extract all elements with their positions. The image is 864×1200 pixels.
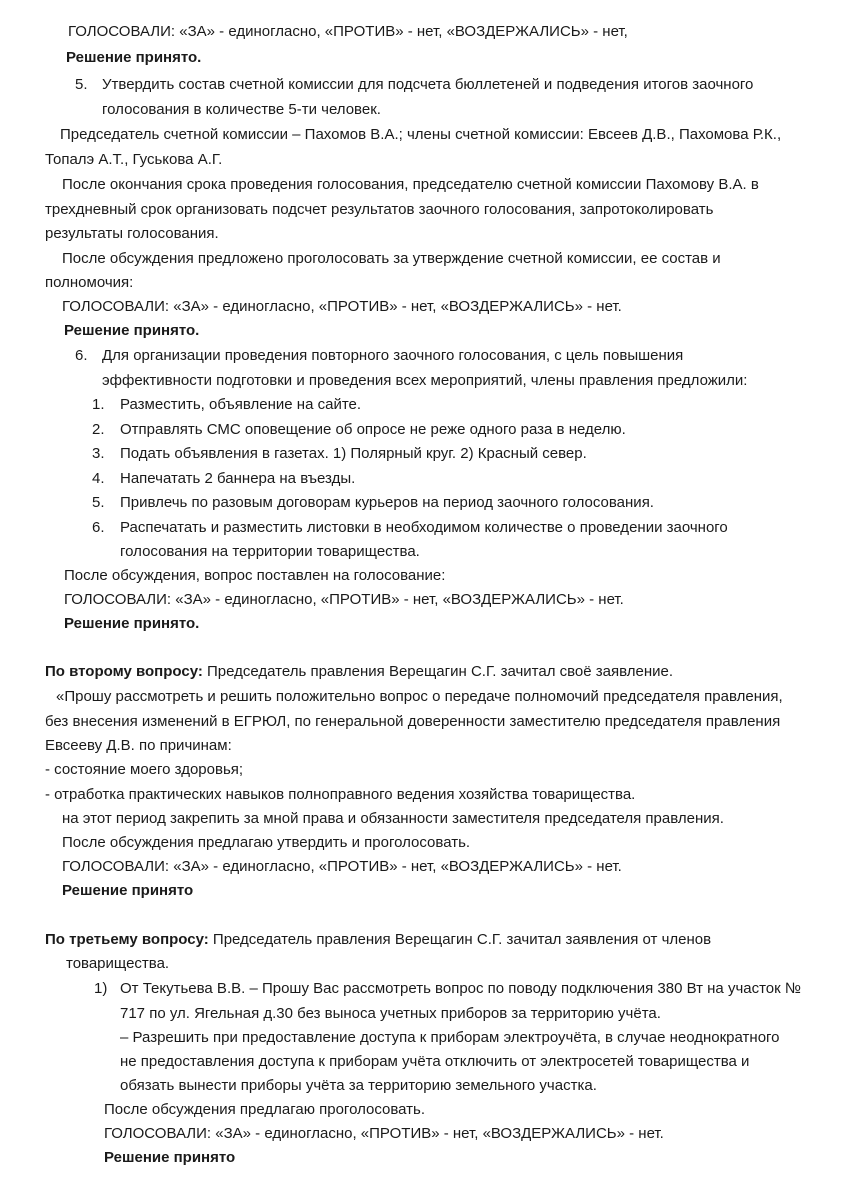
paragraph-line: После обсуждения предлагаю утвердить и проголосовать. bbox=[62, 834, 471, 851]
reason-line: - состояние моего здоровья; bbox=[45, 761, 244, 778]
quote-line: «Прошу рассмотреть и решить положительно вопрос о передаче полномочий председателя правления, bbox=[56, 688, 783, 705]
subitem-text: голосования на территории товарищества. bbox=[120, 543, 420, 560]
subitem-text: Привлечь по разовым договорам курьеров на период заочного голосования. bbox=[120, 494, 654, 511]
subitem-number: 1. bbox=[92, 396, 105, 413]
vote-line: ГОЛОСОВАЛИ: «ЗА» - единогласно, «ПРОТИВ» - нет, «ВОЗДЕРЖАЛИСЬ» - нет, bbox=[68, 23, 628, 40]
paragraph-line: Председатель счетной комиссии – Пахомов В.А.; члены счетной комиссии: Евсеев Д.В., Пахомова Р.К., bbox=[60, 126, 782, 143]
paragraph-line: После обсуждения предложено проголосовать за утверждение счетной комиссии, ее состав и bbox=[62, 250, 721, 267]
subitem-text: обязать вынести приборы учёта за территорию земельного участка. bbox=[120, 1077, 597, 1094]
paragraph-line: результаты голосования. bbox=[45, 225, 219, 242]
paragraph-line: После обсуждения, вопрос поставлен на голосование: bbox=[64, 567, 446, 584]
quote-line: Евсееву Д.В. по причинам: bbox=[45, 737, 232, 754]
question-intro: Председатель правления Верещагин С.Г. зачитал своё заявление. bbox=[202, 663, 674, 680]
decision-text: Решение принято. bbox=[64, 615, 200, 632]
item-text: эффективности подготовки и проведения всех мероприятий, члены правления предложили: bbox=[102, 372, 748, 389]
subitem-number: 6. bbox=[92, 519, 105, 536]
paragraph-line: полномочия: bbox=[45, 274, 134, 291]
question-heading: По третьему вопросу: bbox=[45, 931, 209, 948]
question-line bbox=[45, 930, 711, 950]
quote-line: на этот период закрепить за мной права и обязанности заместителя председателя правления. bbox=[62, 810, 724, 827]
subitem-text: От Текутьева В.В. – Прошу Вас рассмотреть вопрос по поводу подключения 380 Вт на участок № bbox=[120, 980, 801, 997]
decision-text: Решение принято bbox=[62, 882, 194, 899]
subitem-text: Напечатать 2 баннера на въезды. bbox=[120, 470, 356, 487]
subitem-text: – Разрешить при предоставление доступа к приборам электроучёта, в случае неоднократного bbox=[120, 1029, 780, 1046]
subitem-number: 4. bbox=[92, 470, 105, 487]
question-line: товарищества. bbox=[66, 955, 170, 972]
vote-line: ГОЛОСОВАЛИ: «ЗА» - единогласно, «ПРОТИВ» - нет, «ВОЗДЕРЖАЛИСЬ» - нет. bbox=[62, 858, 622, 875]
item-text: Для организации проведения повторного заочного голосования, с цель повышения bbox=[102, 347, 684, 364]
item-number: 6. bbox=[75, 347, 88, 364]
decision-text: Решение принято. bbox=[64, 322, 200, 339]
subitem-text: Отправлять СМС оповещение об опросе не реже одного раза в неделю. bbox=[120, 421, 626, 438]
question-line bbox=[45, 662, 673, 682]
item-number: 5. bbox=[75, 76, 88, 93]
vote-line: ГОЛОСОВАЛИ: «ЗА» - единогласно, «ПРОТИВ» - нет, «ВОЗДЕРЖАЛИСЬ» - нет. bbox=[104, 1125, 664, 1142]
quote-line: без внесения изменений в ЕГРЮЛ, по генеральной доверенности заместителю председателя правления bbox=[45, 713, 781, 730]
question-intro: Председатель правления Верещагин С.Г. зачитал заявления от членов bbox=[208, 931, 712, 948]
subitem-number: 3. bbox=[92, 445, 105, 462]
subitem-text: Подать объявления в газетах. 1) Полярный круг. 2) Красный север. bbox=[120, 445, 587, 462]
paragraph-line: После обсуждения предлагаю проголосовать. bbox=[104, 1101, 426, 1118]
decision-text: Решение принято bbox=[104, 1149, 236, 1166]
subitem-number: 1) bbox=[94, 980, 108, 997]
subitem-number: 2. bbox=[92, 421, 105, 438]
subitem-text: не предоставления доступа к приборам учёта отключить от электросетей товарищества и bbox=[120, 1053, 750, 1070]
item-text: Утвердить состав счетной комиссии для подсчета бюллетеней и подведения итогов заочного bbox=[102, 76, 754, 93]
vote-line: ГОЛОСОВАЛИ: «ЗА» - единогласно, «ПРОТИВ» - нет, «ВОЗДЕРЖАЛИСЬ» - нет. bbox=[64, 591, 624, 608]
subitem-text: Разместить, объявление на сайте. bbox=[120, 396, 362, 413]
item-text: голосования в количестве 5-ти человек. bbox=[102, 101, 381, 118]
subitem-number: 5. bbox=[92, 494, 105, 511]
reason-line: - отработка практических навыков полноправного ведения хозяйства товарищества. bbox=[45, 786, 636, 803]
paragraph-line: После окончания срока проведения голосования, председателю счетной комиссии Пахомову В.А. в bbox=[62, 176, 759, 193]
paragraph-line: Топалэ А.Т., Гуськова А.Г. bbox=[45, 151, 223, 168]
paragraph-line: трехдневный срок организовать подсчет результатов заочного голосования, запротоколировать bbox=[45, 201, 714, 218]
vote-line: ГОЛОСОВАЛИ: «ЗА» - единогласно, «ПРОТИВ» - нет, «ВОЗДЕРЖАЛИСЬ» - нет. bbox=[62, 298, 622, 315]
subitem-text: Распечатать и разместить листовки в необходимом количестве о проведении заочного bbox=[120, 519, 728, 536]
question-heading: По второму вопросу: bbox=[45, 663, 203, 680]
subitem-text: 717 по ул. Ягельная д.30 без выноса учетных приборов за территорию учёта. bbox=[120, 1005, 661, 1022]
decision-text: Решение принято. bbox=[66, 49, 202, 66]
